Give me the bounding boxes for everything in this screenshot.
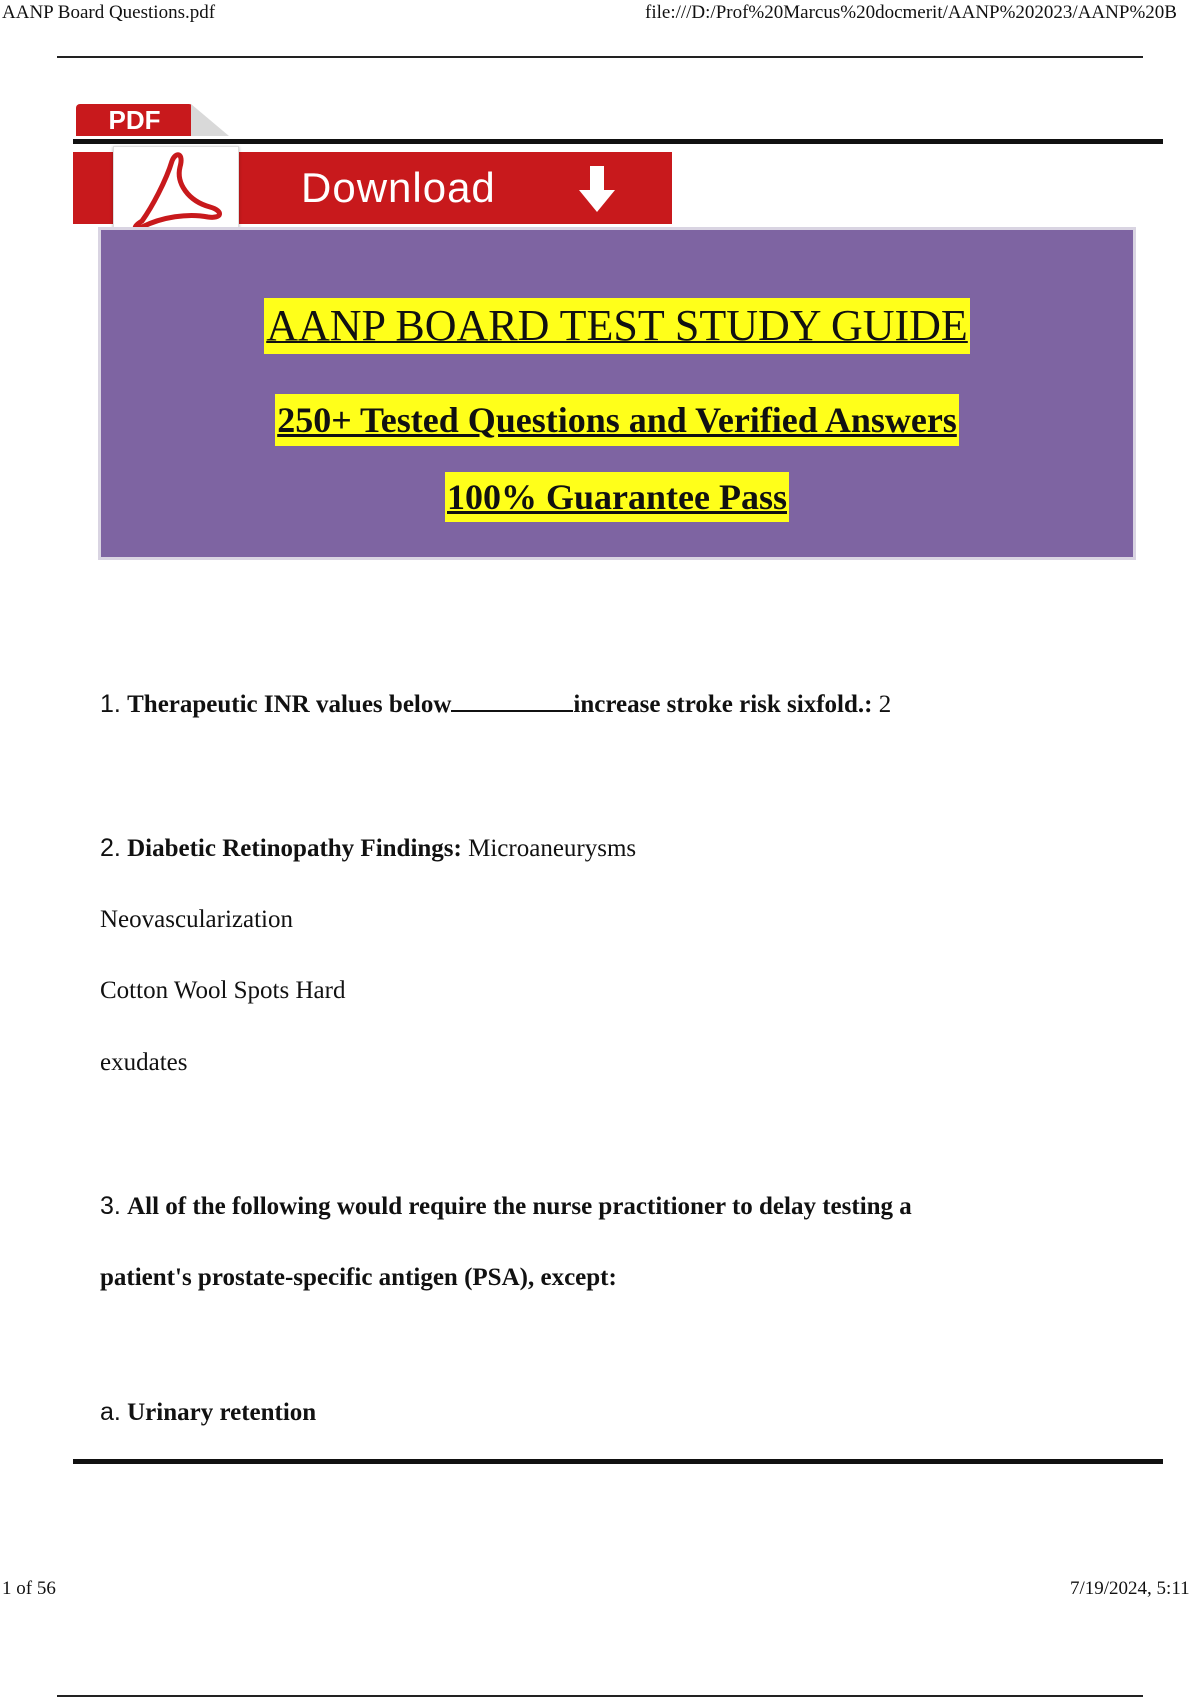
answer-line: Cotton Wool Spots Hard bbox=[100, 977, 346, 1004]
question-2 bbox=[100, 834, 636, 863]
guide-title: AANP BOARD TEST STUDY GUIDE bbox=[264, 298, 970, 354]
option-letter: a. bbox=[100, 1398, 121, 1426]
question-text-before: Therapeutic INR values below bbox=[127, 691, 452, 718]
guide-tagline: 100% Guarantee Pass bbox=[445, 472, 789, 522]
question-answer: 2 bbox=[878, 691, 892, 718]
pdf-tab: PDF bbox=[76, 104, 193, 136]
header-divider bbox=[57, 56, 1143, 58]
question-number: 3. bbox=[100, 1192, 121, 1220]
print-header-url: file:///D:/Prof%20Marcus%20docmerit/AANP%202023/AANP%20B bbox=[645, 2, 1177, 23]
answer-line: Neovascularization bbox=[100, 906, 293, 933]
question-1 bbox=[100, 690, 891, 719]
question-number: 1. bbox=[100, 690, 121, 718]
guide-subtitle: 250+ Tested Questions and Verified Answers bbox=[275, 394, 959, 446]
download-banner[interactable] bbox=[73, 94, 672, 240]
answer-blank bbox=[451, 690, 573, 712]
download-arrow-icon bbox=[573, 162, 621, 218]
question-3 bbox=[100, 1192, 912, 1221]
option-text: Urinary retention bbox=[127, 1399, 317, 1426]
answer-line: exudates bbox=[100, 1049, 188, 1076]
question-line: All of the following would require the nurse practitioner to delay testing a bbox=[127, 1193, 912, 1220]
download-label: Download bbox=[301, 164, 496, 211]
question-prompt: Diabetic Retinopathy Findings: bbox=[127, 835, 462, 862]
question-text-after: increase stroke risk sixfold.: bbox=[573, 691, 873, 718]
page-frame-top-rule bbox=[73, 139, 1163, 144]
answer-line: Microaneurysms bbox=[468, 835, 637, 862]
option-a bbox=[100, 1398, 316, 1427]
acrobat-logo-icon bbox=[113, 146, 239, 238]
page-frame-bottom-rule bbox=[73, 1459, 1163, 1464]
print-footer-page: 1 of 56 bbox=[2, 1578, 56, 1599]
question-number: 2. bbox=[100, 834, 121, 862]
question-line: patient's prostate-specific antigen (PSA), except: bbox=[100, 1264, 617, 1291]
print-footer-datetime: 7/19/2024, 5:11 bbox=[1070, 1578, 1190, 1599]
print-header-title: AANP Board Questions.pdf bbox=[2, 2, 216, 23]
title-box bbox=[98, 227, 1136, 560]
pdf-tab-fold bbox=[191, 104, 229, 136]
footer-divider bbox=[57, 1695, 1143, 1697]
